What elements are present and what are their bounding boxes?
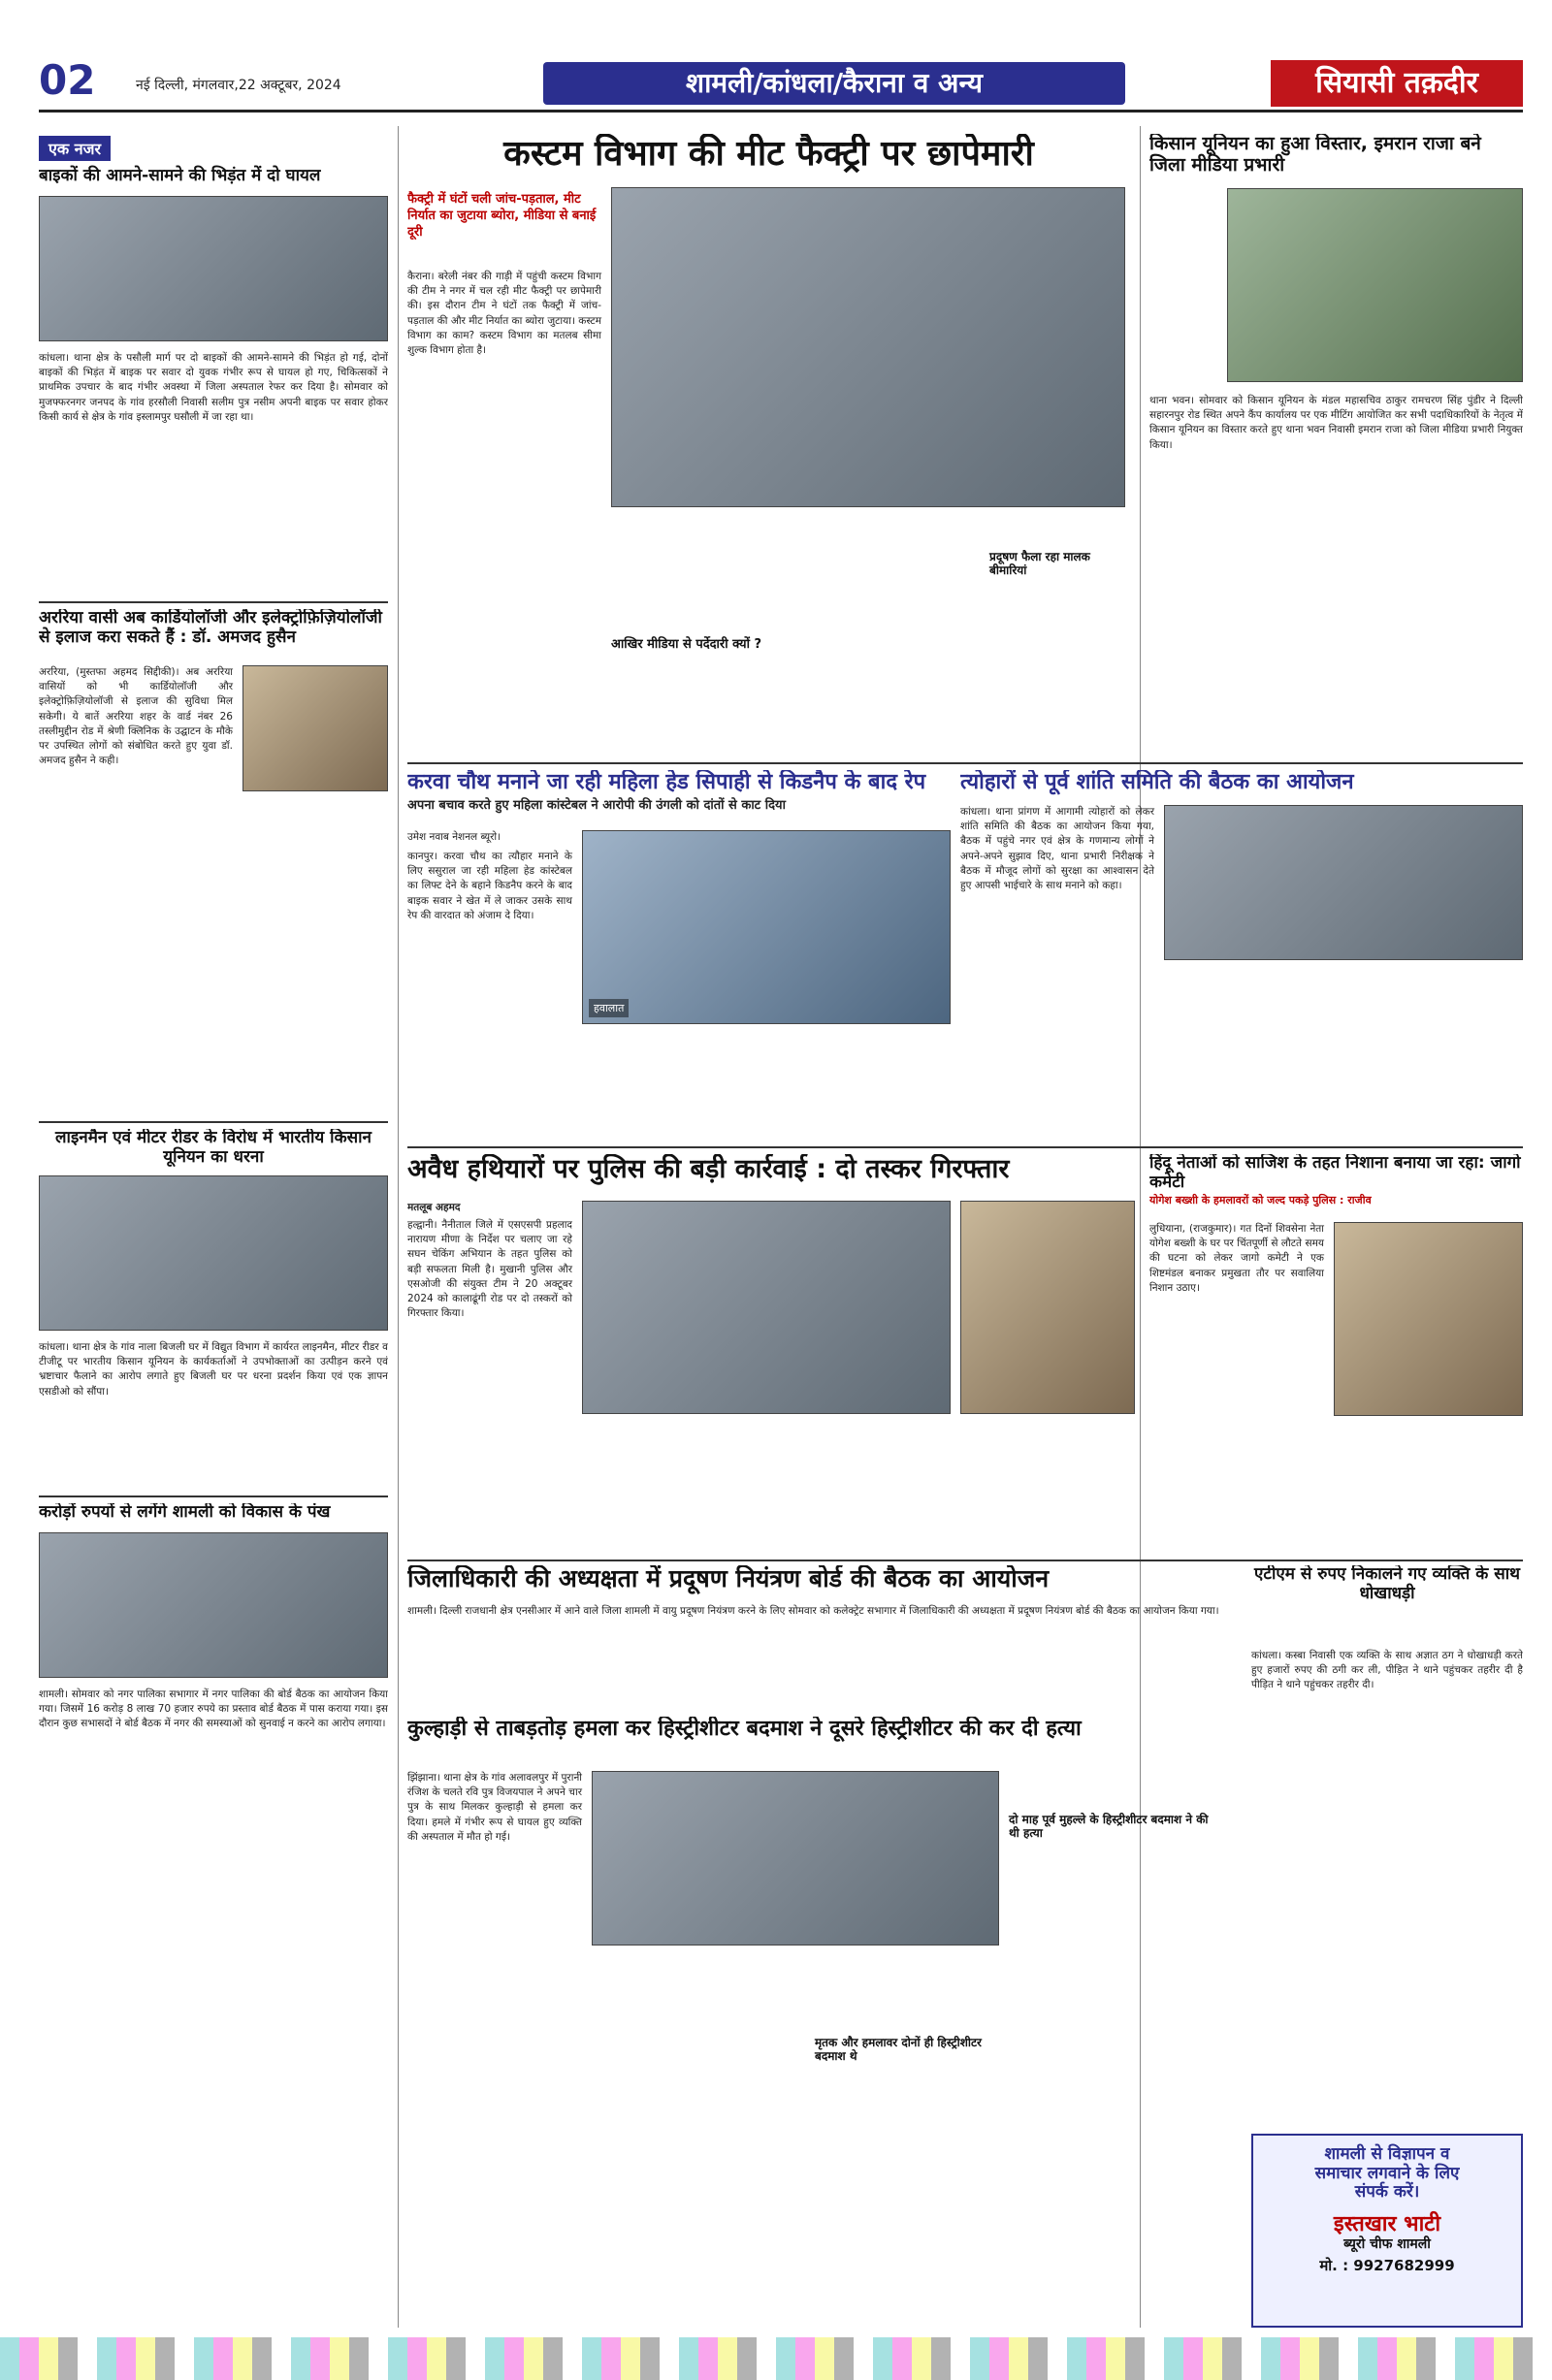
story-photo: [611, 187, 1125, 507]
story-photo: [39, 196, 388, 341]
story-body: कानपुर। करवा चौथ का त्यौहार मनाने के लिए ससुराल जा रही महिला हेड कांस्टेबल का लिफ्ट देने के बहाने किडनैप करने के बाद बाइक सवार ने खेत में ले जाकर उसके साथ रेप की वारदात को अंजाम दे दिया।: [407, 851, 572, 921]
story-body: कांधला। थाना क्षेत्र के पसौली मार्ग पर दो बाइकों की आमने-सामने की भिड़ंत हो गई, दोनों बाइकों की भिड़ंत में बाइक पर सवार दो युवक गंभीर रूप से घायल हो गए, चिकित्सकों ने प्राथमिक उपचार के बाद गंभीर अवस्था में जिला अस्पताल रेफर कर दिया है। सोमवार को मुजफ्फरनगर जनपद के गांव हरसौली निवासी सलीम पुत्र नसीम अपनी बाइक पर सवार होकर किसी कार्य से क्षेत्र के गांव इस्लामपुर घसौली में जा रहा था।: [39, 352, 388, 423]
page-number: 02: [39, 56, 96, 104]
arariya-story: [39, 609, 388, 1113]
story-body: थाना भवन। सोमवार को किसान यूनियन के मंडल महासचिव ठाकुर रामचरण सिंह पुंडीर ने दिल्ली सहारनपुर रोड स्थित अपने कैंप कार्यालय पर एक मीटिंग आयोजित कर सभी पदाधिकारियों के नेतृत्व में किसान यूनियन का विस्तार करते हुए थाना भवन निवासी इमरान राजा को जिला मीडिया प्रभारी नियुक्त किया।: [1149, 395, 1523, 451]
kisan-story: [1149, 134, 1523, 755]
column-rule: [398, 126, 399, 2328]
story-photo: [1334, 1222, 1523, 1416]
side-head: प्रदूषण फैला रहा मालक बीमारियां: [989, 550, 1090, 577]
hindu-story: [1149, 1154, 1523, 1552]
ek-nazar-story: [39, 136, 388, 592]
byline: उमेश नवाब नेशनल ब्यूरो।: [407, 831, 501, 843]
ek-nazar-tag: एक नजर: [39, 136, 111, 161]
headline: करोड़ों रुपयों से लगेंगे शामली को विकास के पंख: [39, 1503, 331, 1522]
story-body: झिंझाना। थाना क्षेत्र के गांव अलावलपुर में पुरानी रंजिश के चलते रवि पुत्र विजयपाल ने अपने चार पुत्र के साथ मिलकर कुल्हाड़ी से हमला कर दिया। हमले में गंभीर रूप से घायल हुए व्यक्ति की अस्पताल में मौत हो गई।: [407, 1772, 582, 1843]
headline: कुल्हाड़ी से ताबड़तोड़ हमला कर हिस्ट्रीशीटर बदमाश ने दूसरे हिस्ट्रीशीटर की कर दी हत्या: [407, 1717, 1082, 1741]
issue-date: नई दिल्ली, मंगलवार,22 अक्टूबर, 2024: [136, 78, 341, 93]
side-head: दो माह पूर्व मुहल्ले के हिस्ट्रीशीटर बदमाश ने की थी हत्या: [1009, 1813, 1209, 1840]
subheadline: फैक्ट्री में घंटों चली जांच-पड़ताल, मीट निर्यात का जुटाया ब्योरा, मीडिया से बनाई दूरी: [407, 192, 597, 240]
avaidh-story: [407, 1154, 1135, 1552]
headline: बाइकों की आमने-सामने की भिड़ंत में दो घायल: [39, 166, 321, 185]
masthead: [39, 56, 1523, 113]
ad-line: समाचार लगवाने के लिए: [1314, 2163, 1460, 2183]
headline: अररिया वासी अब कार्डियोलॉजी और इलेक्ट्रोफ़िज़ियोलॉजी से इलाज करा सकते हैं : डॉ. अमजद हुसैन: [39, 609, 382, 647]
story-body: कांधला। कस्बा निवासी एक व्यक्ति के साथ अज्ञात ठग ने धोखाधड़ी करते हुए हजारों रुपए की ठगी कर ली, पीड़ित ने थाने पहुंचकर तहरीर दी है पीड़ित ने थाने पहुंचकर तहरीर दी।: [1251, 1650, 1523, 1691]
ad-line: शामली से विज्ञापन व: [1324, 2144, 1450, 2164]
story-photo: [582, 830, 951, 1024]
headline: लाइनमैन एवं मीटर रीडर के विरोध में भारतीय किसान यूनियन का धरना: [55, 1129, 372, 1167]
headline: हिंदू नेताओं को साजिश के तहत निशाना बनाया जा रहा: जागो कमेटी: [1149, 1154, 1521, 1192]
headline: जिलाधिकारी की अध्यक्षता में प्रदूषण नियंत्रण बोर्ड की बैठक का आयोजन: [407, 1565, 1050, 1592]
story-photo: [39, 1175, 388, 1331]
divider: [39, 601, 388, 603]
byline: मतलूब अहमद: [407, 1202, 461, 1213]
section-title: शामली/कांधला/कैराना व अन्य: [543, 62, 1125, 105]
headline: अवैध हथियारों पर पुलिस की बड़ी कार्रवाई : दो तस्कर गिरफ्तार: [407, 1154, 1010, 1184]
print-color-bar: [0, 2337, 1552, 2380]
headline: कस्टम विभाग की मीट फैक्ट्री पर छापेमारी: [503, 134, 1034, 174]
story-photo: [1227, 188, 1523, 382]
crore-story: [39, 1503, 388, 2328]
story-body: कांधला। थाना प्रांगण में आगामी त्योहारों को लेकर शांति समिति की बैठक का आयोजन किया गया, बैठक में पहुंचे नगर एवं क्षेत्र के गणमान्य लोगों ने अपने-अपने सुझाव दिए, थाना प्रभारी निरीक्षक ने बैठक में मौजूद लोगों को सुरक्षा का आश्वासन देते हुए आपसी भाईचारे के साथ मनाने को कहा।: [960, 806, 1154, 892]
story-photo: [1164, 805, 1523, 960]
headline: किसान यूनियन का हुआ विस्तार, इमरान राजा बने जिला मीडिया प्रभारी: [1149, 134, 1481, 176]
story-body: लुधियाना, (राजकुमार)। गत दिनों शिवसेना नेता योगेश बख्शी के घर पर चिंतपूर्णी से लौटते समय की घटना को लेकर जागो कमेटी ने एक शिष्टमंडल बनाकर प्रमुखता तौर पर सवालिया निशान उठाए।: [1149, 1223, 1324, 1294]
custom-story: [407, 134, 1130, 755]
headline: करवा चौथ मनाने जा रही महिला हेड सिपाही से किडनैप के बाद रेप: [407, 770, 926, 794]
subheadline: योगेश बख्शी के हमलावरों को जल्द पकड़े पुलिस : राजीव: [1149, 1194, 1372, 1207]
ad-phone: मो. : 9927682999: [1319, 2257, 1455, 2275]
shanti-story: [960, 770, 1523, 1139]
brand-logo: सियासी तक़दीर: [1271, 60, 1523, 107]
side-head: मृतक और हमलावर दोनों ही हिस्ट्रीशीटर बदमाश थे: [815, 2036, 982, 2063]
ad-name: इस्तखार भाटी: [1333, 2211, 1441, 2236]
divider: [407, 1146, 1523, 1148]
story-photo: [39, 1532, 388, 1678]
story-photo: [592, 1771, 999, 1946]
story-body: शामली। दिल्ली राजधानी क्षेत्र एनसीआर में आने वाले जिला शामली में वायु प्रदूषण नियंत्रण करने के लिए सोमवार को कलेक्ट्रेट सभागार में जिलाधिकारी की अध्यक्षता में प्रदूषण नियंत्रण बोर्ड की बैठक का आयोजन किया गया।: [407, 1605, 1219, 1617]
headline: त्योहारों से पूर्व शांति समिति की बैठक का आयोजन: [960, 770, 1354, 794]
advertisement: [1251, 2134, 1523, 2328]
lineman-story: [39, 1129, 388, 1488]
karwa-story: [407, 770, 951, 1129]
ad-role: ब्यूरो चीफ शामली: [1343, 2235, 1431, 2252]
divider: [407, 1560, 1523, 1561]
portrait-photo: [242, 665, 388, 791]
pradushan-story: [407, 1565, 1242, 1711]
story-body: हल्द्वानी। नैनीताल जिले में एसएसपी प्रहलाद नारायण मीणा के निर्देश पर चलाए जा रहे सघन चेकिंग अभियान के तहत पुलिस को बड़ी सफलता मिली है। मुखानी पुलिस और एसओजी की संयुक्त टीम ने 20 अक्टूबर 2024 को कालाढूंगी रोड पर दो तस्करों को गिरफ्तार किया।: [407, 1219, 572, 1320]
story-body: शामली। सोमवार को नगर पालिका सभागार में नगर पालिका की बोर्ड बैठक का आयोजन किया गया। जिसमें 16 करोड़ 8 लाख 70 हजार रुपये का प्रस्ताव बोर्ड बैठक में पास कराया गया। इस दौरान कुछ सभासदों ने बोर्ड बैठक में नगर की समस्याओं को सुनवाई न करने का आरोप लगाया।: [39, 1689, 388, 1730]
divider: [39, 1121, 388, 1123]
side-head: आखिर मीडिया से पर्देदारी क्यों ?: [611, 637, 762, 652]
story-body: कांधला। थाना क्षेत्र के गांव नाला बिजली घर में विद्युत विभाग में कार्यरत लाइनमैन, मीटर रीडर व टीजीटू पर भारतीय किसान यूनियन के कार्यकर्ताओं ने उपभोक्ताओं का उत्पीड़न करने एवं भ्रष्टाचार फैलाने का आरोप लगाते हुए बिजली घर पर धरना प्रदर्शन किया एवं एक ज्ञापन एसडीओ को सौंपा।: [39, 1341, 388, 1398]
officer-photo: [960, 1201, 1135, 1414]
story-body: कैराना। बरेली नंबर की गाड़ी में पहुंची कस्टम विभाग की टीम ने नगर में चल रही मीट फैक्ट्री पर छापेमारी की। इस दौरान टीम ने घंटों तक फैक्ट्री में जांच-पड़ताल की और मीट निर्यात का ब्योरा जुटाया। कस्टम विभाग का काम? कस्टम विभाग का मतलब सीमा शुल्क विभाग होता है।: [407, 271, 601, 357]
photo-caption: हवालात: [589, 999, 629, 1017]
story-photo: [582, 1201, 951, 1414]
kulhadi-story: [407, 1717, 1242, 2328]
headline: एटीएम से रुपए निकालने गए व्यक्ति के साथ धोखाधड़ी: [1253, 1565, 1520, 1603]
divider: [39, 1496, 388, 1497]
ad-line: संपर्क करें।: [1354, 2182, 1420, 2203]
atm-story: [1251, 1565, 1523, 1973]
subheadline: अपना बचाव करते हुए महिला कांस्टेबल ने आरोपी की उंगली को दांतों से काट दिया: [407, 798, 786, 814]
divider: [407, 762, 1523, 764]
story-body: अररिया, (मुस्तफा अहमद सिद्दीकी)। अब अररिया वासियों को भी कार्डियोलॉजी और इलेक्ट्रोफ़िज़ियोलॉजी से इलाज की सुविधा मिल सकेगी। ये बातें अररिया शहर के वार्ड नंबर 26 तस्लीमुद्दीन रोड में श्रेणी क्लिनिक के उद्घाटन के मौके पर उपस्थित लोगों को संबोधित करते हुए युवा डॉ. अमजद हुसैन ने कही।: [39, 666, 233, 767]
